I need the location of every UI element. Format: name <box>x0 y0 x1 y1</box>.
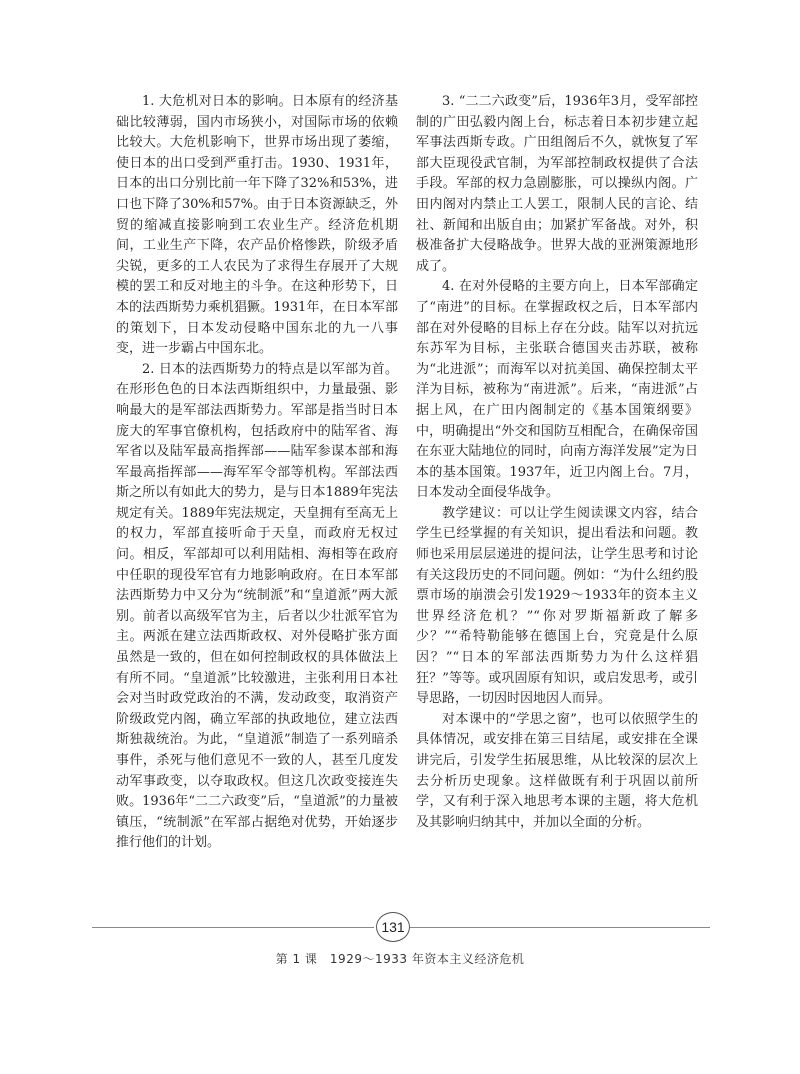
right-column <box>416 92 698 833</box>
footer-rule-left <box>92 927 374 928</box>
paragraph-3: 3. “二二六政变”后，1936年3月，受军部控制的广田弘毅内阁上台，标志着日本初步建立起军事法西斯专政。广田组阁后不久，就恢复了军部大臣现役武官制，为军部控制政权提供了合法手段。军部的权力急剧膨胀，可以操纵内阁。广田内阁对内禁止工人罢工，限制人民的言论、结社、新闻和出版自由；加紧扩军备战。对外，积极准备扩大侵略战争。世界大战的亚洲策源地形成了。 <box>416 94 698 274</box>
footer-rule-right <box>410 927 710 928</box>
paragraph-1: 1. 大危机对日本的影响。日本原有的经济基础比较薄弱，国内市场狭小，对国际市场的依赖比较大。大危机影响下，世界市场出现了萎缩，使日本的出口受到严重打击。1930、1931年，日本的出口分别比前一年下降了32%和53%，进口也下降了30%和57%。由于日本资源缺乏，外贸的缩减直接影响到工农业生产。经济危机期间，工业生产下降，农产品价格惨跌，阶级矛盾尖锐，更多的工人农民为了求得生存展开了大规模的罢工和反对地主的斗争。在这种形势下，日本的法西斯势力乘机猖獗。1931年，在日本军部的策划下，日本发动侵略中国东北的九一八事变，进一步霸占中国东北。 <box>116 94 398 357</box>
paragraph-4: 4. 在对外侵略的主要方向上，日本军部确定了“南进”的目标。在掌握政权之后，日本军部内部在对外侵略的目标上存在分歧。陆军以对抗远东苏军为目标，主张联合德国夹击苏联，被称为“北进派”；而海军以对抗美国、确保控制太平洋为目标，被称为“南进派”。后来，“南进派”占据上风，在广田内阁制定的《基本国策纲要》中，明确提出“外交和国防互相配合，在确保帝国在东亚大陆地位的同时，向南方海洋发展”定为日本的基本国策。1937年，近卫内阁上台。7月，日本发动全面侵华战争。 <box>416 279 698 501</box>
left-column <box>116 92 398 854</box>
teaching-suggestion: 教学建议：可以让学生阅读课文内容，结合学生已经掌握的有关知识，提出看法和问题。教师也采用层层递进的提问法，让学生思考和讨论有关这段历史的不同问题。例如：“为什么纽约股票市场的崩溃会引发1929～1933年的资本主义世界经济危机？”“你对罗斯福新政了解多少？”“希特勒能够在德国上台，究竟是什么原因？”“日本的军部法西斯势力为什么这样猖狂？”等等。或巩固原有知识，或启发思考，或引导思路，一切因时因地因人而异。 <box>416 505 698 707</box>
footer-title: 第 1 课 1929～1933 年资本主义经济危机 <box>275 952 525 966</box>
page-number: 131 <box>376 912 410 942</box>
learning-window-note: 对本课中的“学思之窗”，也可以依照学生的具体情况，或安排在第三目结尾，或安排在全课讲完后，引发学生拓展思维，从比较深的层次上去分析历史现象。这样做既有利于巩固以前所学，又有利于深入地思考本课的主题，将大危机及其影响归纳其中，并加以全面的分析。 <box>416 711 698 830</box>
paragraph-2: 2. 日本的法西斯势力的特点是以军部为首。在形形色色的日本法西斯组织中，力量最强、影响最大的是军部法西斯势力。军部是指当时日本庞大的军事官僚机构，包括政府中的陆军省、海军省以及陆军最高指挥部——陆军参谋本部和海军最高指挥部——海军军令部等机构。军部法西斯之所以有如此大的势力，是与日本1889年宪法规定有关。1889年宪法规定，天皇拥有至高无上的权力，军部直接听命于天皇，而政府无权过问。相反，军部却可以利用陆相、海相等在政府中任职的现役军官有力地影响政府。在日本军部法西斯势力中又分为“统制派”和“皇道派”两大派别。前者以高级军官为主，后者以少壮派军官为主。两派在建立法西斯政权、对外侵略扩张方面虽然是一致的，但在如何控制政权的具体做法上有所不同。“皇道派”比较激进，主张利用日本社会对当时政党政治的不满，发动政变，取消资产阶级政党内阁，确立军部的执政地位，建立法西斯独裁统治。为此，“皇道派”制造了一系列暗杀事件，杀死与他们意见不一致的人，甚至几度发动军事政变，以夺取政权。但这几次政变接连失败。1936年“二二六政变”后，“皇道派”的力量被镇压，“统制派”在军部占据绝对优势，开始逐步推行他们的计划。 <box>116 361 398 851</box>
